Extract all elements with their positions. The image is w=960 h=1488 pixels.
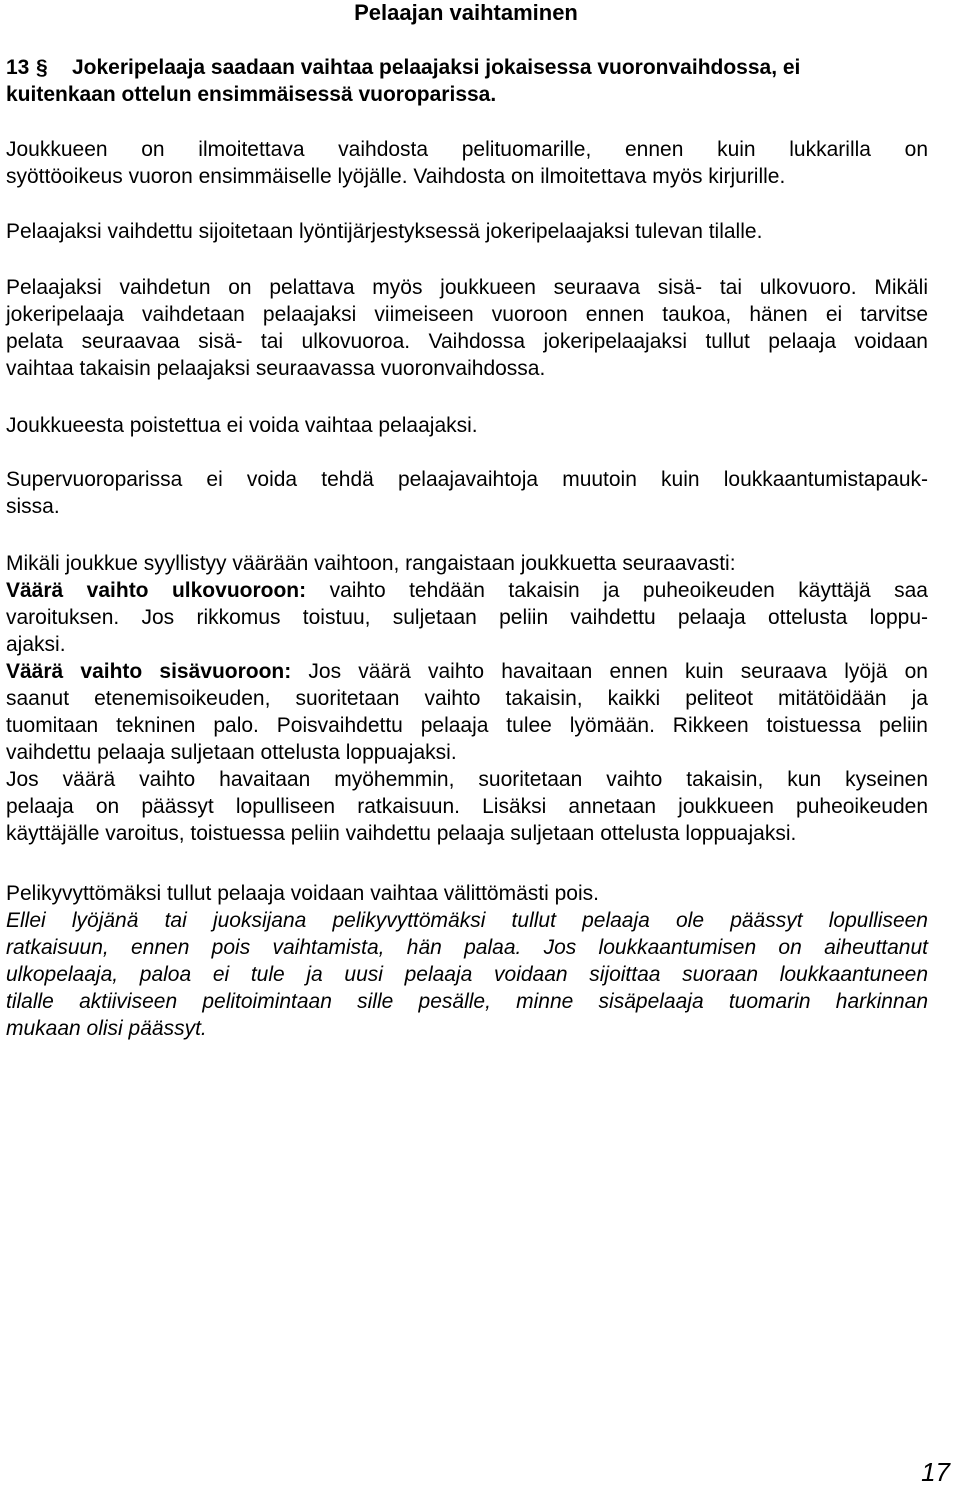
section-sign: § xyxy=(36,56,48,79)
rule-heading-line xyxy=(6,54,930,81)
text-line: Joukkueesta poistettua ei voida vaihtaa pelaajaksi. xyxy=(6,414,478,437)
paragraph-notification xyxy=(6,136,928,190)
text-line: pelaaja on päässyt lopulliseen ratkaisuun. Lisäksi annetaan joukkueen puheoikeuden xyxy=(6,795,928,818)
page-number: 17 xyxy=(921,1457,950,1487)
paragraph-penalties xyxy=(6,550,928,847)
text-line: ratkaisuun, ennen pois vaihtamista, hän palaa. Jos loukkaantumisen on aiheuttanut xyxy=(6,936,928,959)
page-title: Pelaajan vaihtaminen xyxy=(354,0,578,25)
text-line: mukaan olisi päässyt. xyxy=(6,1017,207,1040)
text-line xyxy=(6,658,928,685)
text-line: vaihdettu pelaaja suljetaan ottelusta loppuajaksi. xyxy=(6,741,457,764)
text-line: pelata seuraavaa sisä- tai ulkovuoroa. Vaihdossa jokeripelaajaksi tullut pelaaja voidaan xyxy=(6,330,928,353)
rule-heading xyxy=(6,54,930,108)
paragraph-play-next-inning xyxy=(6,274,928,382)
text-line: varoituksen. Jos rikkomus toistuu, suljetaan peliin vaihdettu pelaaja ottelusta loppu- xyxy=(6,606,928,629)
text-line: ulkopelaaja, paloa ei tule ja uusi pelaaja voidaan sijoittaa suoraan loukkaantuneen xyxy=(6,963,928,986)
paragraph-injury xyxy=(6,880,928,1042)
paragraph-batting-order xyxy=(6,218,928,245)
text-line: tilalle aktiiviseen pelitoimintaan sille pesälle, minne sisäpelaaja tuomarin harkinnan xyxy=(6,990,928,1013)
text-line: Joukkueen on ilmoitettava vaihdosta pelituomarille, ennen kuin lukkarilla on xyxy=(6,138,928,161)
text-line: Mikäli joukkue syyllistyy väärään vaihtoon, rangaistaan joukkuetta seuraavasti: xyxy=(6,552,736,575)
paragraph-super-inning xyxy=(6,466,928,520)
paragraph-removed-player xyxy=(6,412,928,439)
rule-number: 13 xyxy=(6,56,30,79)
text-line: Pelaajaksi vaihdettu sijoitetaan lyöntijärjestyksessä jokeripelaajaksi tulevan tilalle. xyxy=(6,220,763,243)
text-line: Pelikyvyttömäksi tullut pelaaja voidaan vaihtaa välittömästi pois. xyxy=(6,882,599,905)
text-line: Ellei lyöjänä tai juoksijana pelikyvyttömäksi tullut pelaaja ole päässyt lopulliseen xyxy=(6,909,928,932)
text-line: ajaksi. xyxy=(6,633,66,656)
text-line: tuomitaan tekninen palo. Poisvaihdettu pelaaja tulee lyömään. Rikkeen toistuessa peliin xyxy=(6,714,928,737)
rule-outer-text: vaihto tehdään takaisin ja puheoikeuden käyttäjä saa xyxy=(306,579,928,602)
text-line: saanut etenemisoikeuden, suoritetaan vaihto takaisin, kaikki peliteot mitätöidään ja xyxy=(6,687,928,710)
text-line: Jos väärä vaihto havaitaan myöhemmin, suoritetaan vaihto takaisin, kun kyseinen xyxy=(6,768,928,791)
rule-inner-text: Jos väärä vaihto havaitaan ennen kuin seuraava lyöjä on xyxy=(291,660,928,683)
text-line: Pelaajaksi vaihdetun on pelattava myös joukkueen seuraava sisä- tai ulkovuoro. Mikäli xyxy=(6,276,928,299)
rule-inner-label: Väärä vaihto sisävuoroon: xyxy=(6,660,292,683)
rule-heading-line: kuitenkaan ottelun ensimmäisessä vuoroparissa. xyxy=(6,83,497,106)
text-line: syöttöoikeus vuoron ensimmäiselle lyöjälle. Vaihdosta on ilmoitettava myös kirjurille. xyxy=(6,165,786,188)
rule-outer-label: Väärä vaihto ulkovuoroon: xyxy=(6,579,307,602)
rule-heading-text: Jokeripelaaja saadaan vaihtaa pelaajaksi jokaisessa vuoronvaihdossa, ei xyxy=(72,56,801,79)
text-line xyxy=(6,577,928,604)
text-line: vaihtaa takaisin pelaajaksi seuraavassa vuoronvaihdossa. xyxy=(6,357,546,380)
text-line: sissa. xyxy=(6,495,60,518)
text-line: jokeripelaaja vaihdetaan pelaajaksi viimeiseen vuoroon ennen taukoa, hänen ei tarvitse xyxy=(6,303,928,326)
text-line: Supervuoroparissa ei voida tehdä pelaajavaihtoja muutoin kuin loukkaantumistapauk- xyxy=(6,468,928,491)
text-line: käyttäjälle varoitus, toistuessa peliin vaihdettu pelaaja suljetaan ottelusta loppuajaksi. xyxy=(6,822,797,845)
